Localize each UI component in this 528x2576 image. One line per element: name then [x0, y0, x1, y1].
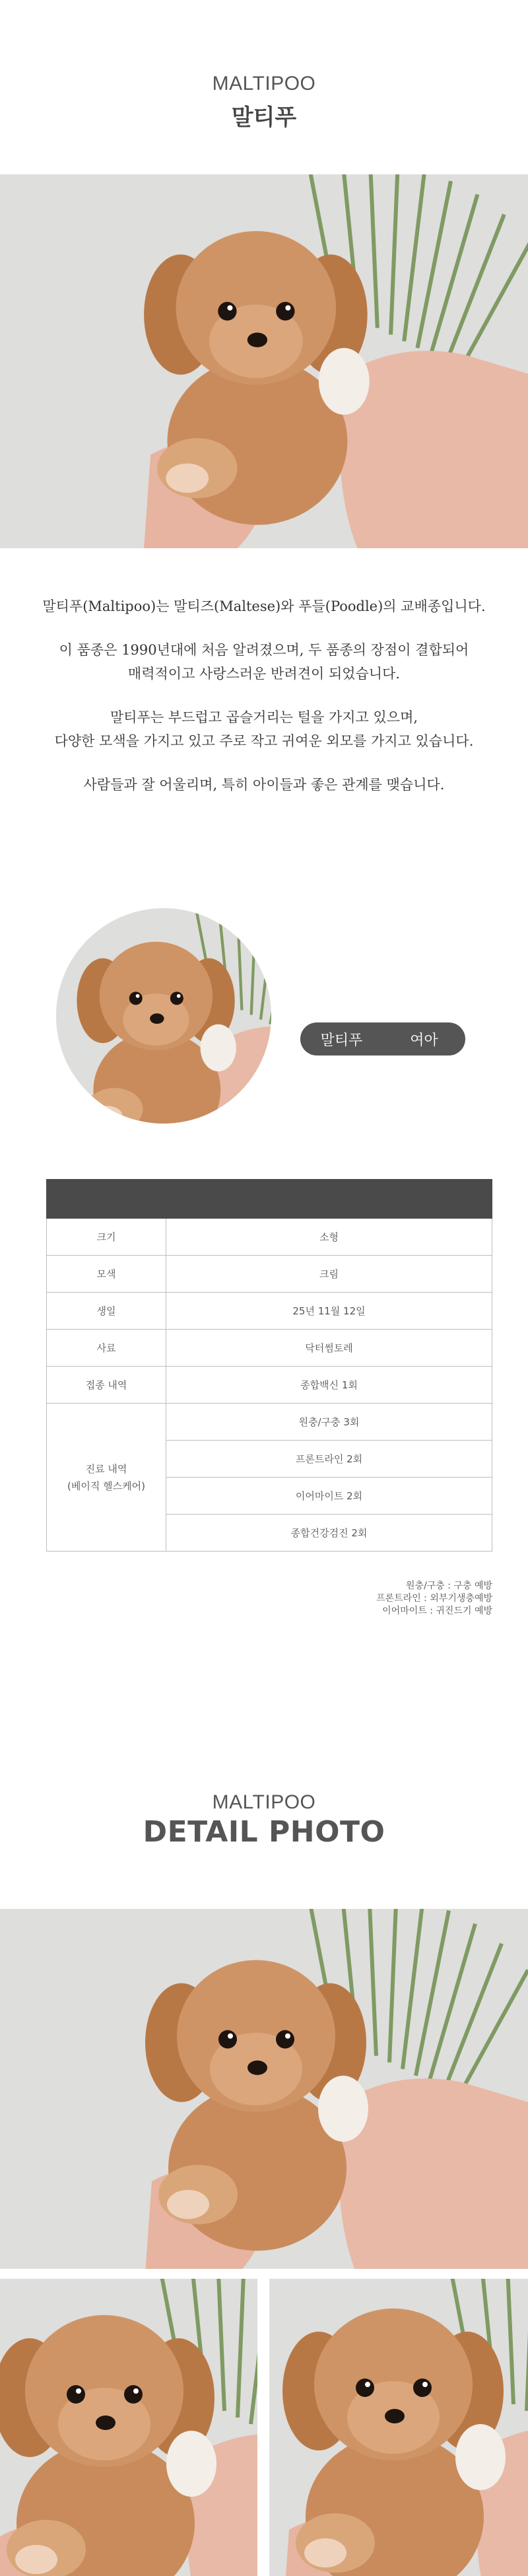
treatment-label: [47, 1404, 166, 1552]
footnotes: [264, 1580, 492, 1618]
footnote: 원충/구충 : 구충 예방: [406, 1581, 492, 1591]
treatment-label-1: 진료 내역: [85, 1462, 127, 1475]
table-row: [47, 1256, 492, 1293]
detail-eng-title: MALTIPOO: [212, 1791, 316, 1813]
row-label: 사료: [47, 1330, 166, 1367]
table-row: [47, 1404, 492, 1441]
row-value: 25년 11월 12일: [166, 1293, 492, 1330]
treatment-value: 프론트라인 2회: [166, 1441, 492, 1478]
row-value: 크림: [166, 1256, 492, 1293]
row-label: 모색: [47, 1256, 166, 1293]
header-eng-title: MALTIPOO: [212, 73, 316, 94]
sex-label: 여아: [410, 1032, 438, 1049]
treatment-label-2: (베이직 헬스케어): [67, 1480, 145, 1492]
row-value: 종합백신 1회: [166, 1367, 492, 1404]
detail-photo-large: [0, 1909, 528, 2269]
row-value: 닥터썸토레: [166, 1330, 492, 1367]
description-line: 이 품종은 1990년대에 처음 알려졌으며, 두 품종의 장점이 결합되어: [59, 642, 469, 658]
row-label: 크기: [47, 1219, 166, 1256]
breed-label: 말티푸: [320, 1032, 363, 1049]
spec-table: [46, 1179, 492, 1552]
description-line: 말티푸(Maltipoo)는 말티즈(Maltese)와 푸들(Poodle)의 교배종입니다.: [42, 598, 486, 614]
profile-puppy-photo: [56, 908, 271, 1124]
detail-title: DETAIL PHOTO: [143, 1815, 385, 1849]
profile-pill: [300, 1022, 465, 1055]
main-puppy-photo: [0, 174, 528, 548]
header-kr-title: 말티푸: [231, 104, 297, 131]
table-row: [47, 1219, 492, 1256]
row-value: 소형: [166, 1219, 492, 1256]
description-line: 사람들과 잘 어울리며, 특히 아이들과 좋은 관계를 맺습니다.: [83, 777, 445, 793]
footnote: 프론트라인 : 외부기생충예방: [376, 1593, 492, 1604]
treatment-value: 원충/구충 3회: [166, 1404, 492, 1441]
table-row: [47, 1367, 492, 1404]
detail-photo-right: [269, 2279, 528, 2576]
treatment-value: 이어마이트 2회: [166, 1478, 492, 1515]
table-header-row: [47, 1180, 492, 1219]
table-row: [47, 1330, 492, 1367]
description: [0, 594, 528, 797]
treatment-value: 종합건강검진 2회: [166, 1515, 492, 1552]
footnote: 이어마이트 : 귀진드기 예방: [382, 1606, 492, 1616]
table-row: [47, 1293, 492, 1330]
description-line: 말티푸는 부드럽고 곱슬거리는 털을 가지고 있으며,: [110, 709, 418, 725]
row-label: 접종 내역: [47, 1367, 166, 1404]
row-label: 생일: [47, 1293, 166, 1330]
description-line: 다양한 모색을 가지고 있고 주로 작고 귀여운 외모를 가지고 있습니다.: [54, 733, 474, 749]
description-line: 매력적이고 사랑스러운 반려견이 되었습니다.: [127, 666, 401, 682]
detail-photo-left: [0, 2279, 257, 2576]
